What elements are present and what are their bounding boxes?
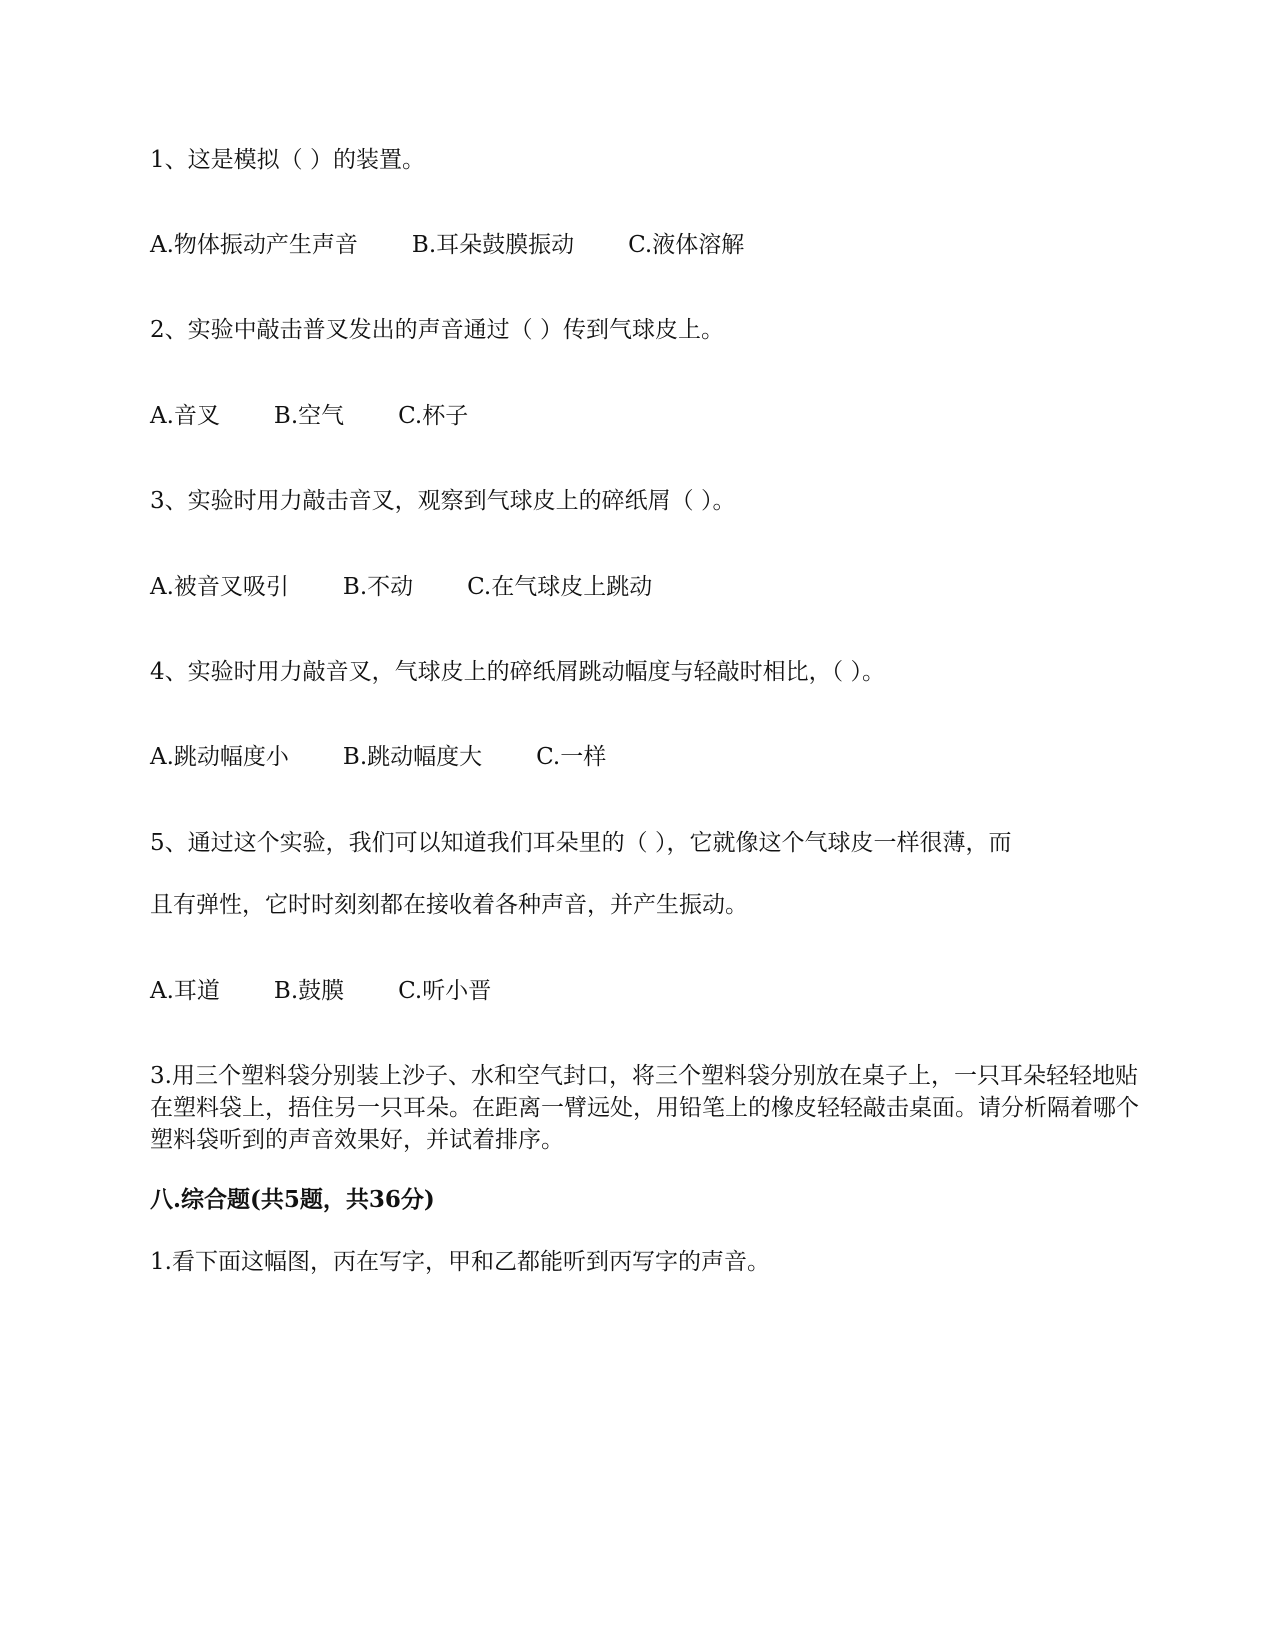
question-1-option-a: A.物体振动产生声音 [150,232,358,258]
question-5-option-b: B.鼓膜 [273,978,345,1004]
question-1-options [150,230,744,260]
question-3-options [150,572,652,602]
question-1-stem: 1、这是模拟（ ）的装置。 [150,147,425,173]
question-4-option-b: B.跳动幅度大 [342,744,483,770]
question-4-options [150,742,606,772]
question-3-stem: 3、实验时用力敲击音叉，观察到气球皮上的碎纸屑（ ）。 [150,488,736,514]
question-4-option-a: A.跳动幅度小 [150,744,289,770]
question-5-stem-line-1: 5、通过这个实验，我们可以知道我们耳朵里的（ ），它就像这个气球皮一样很薄，而 [150,830,1012,856]
question-1-option-b: B.耳朵鼓膜振动 [411,232,575,258]
question-2-stem: 2、实验中敲击普叉发出的声音通过（ ）传到气球皮上。 [150,317,724,343]
comprehensive-question-1: 1.看下面这幅图，丙在写字，甲和乙都能听到丙写字的声音。 [150,1249,770,1275]
question-2-options [150,401,468,431]
question-5-option-c: C.听小晋 [398,978,492,1004]
question-3-option-c: C.在气球皮上跳动 [467,574,653,600]
question-5-options [150,976,491,1006]
question-2-option-c: C.杯子 [398,403,469,429]
question-2-option-b: B.空气 [273,403,345,429]
question-3-option-b: B.不动 [342,574,414,600]
question-5-option-a: A.耳道 [150,978,220,1004]
question-5-stem-line-2: 且有弹性，它时时刻刻都在接收着各种声音，并产生振动。 [150,892,748,918]
question-1-option-c: C.液体溶解 [628,232,745,258]
experiment-paragraph: 3.用三个塑料袋分别装上沙子、水和空气封口，将三个塑料袋分别放在桌子上，一只耳朵轻轻地贴在塑料袋上，捂住另一只耳朵。在距离一臂远处，用铅笔上的橡皮轻轻敲击桌面。请分析隔着哪个塑料袋听到的声音效果好，并试着排序。 [150,1063,1139,1153]
question-2-option-a: A.音叉 [150,403,220,429]
question-4-option-c: C.一样 [536,744,607,770]
section-heading: 八.综合题(共5题，共36分) [150,1186,435,1213]
question-4-stem: 4、实验时用力敲音叉，气球皮上的碎纸屑跳动幅度与轻敲时相比，（ ）。 [150,659,885,685]
question-3-option-a: A.被音叉吸引 [150,574,289,600]
